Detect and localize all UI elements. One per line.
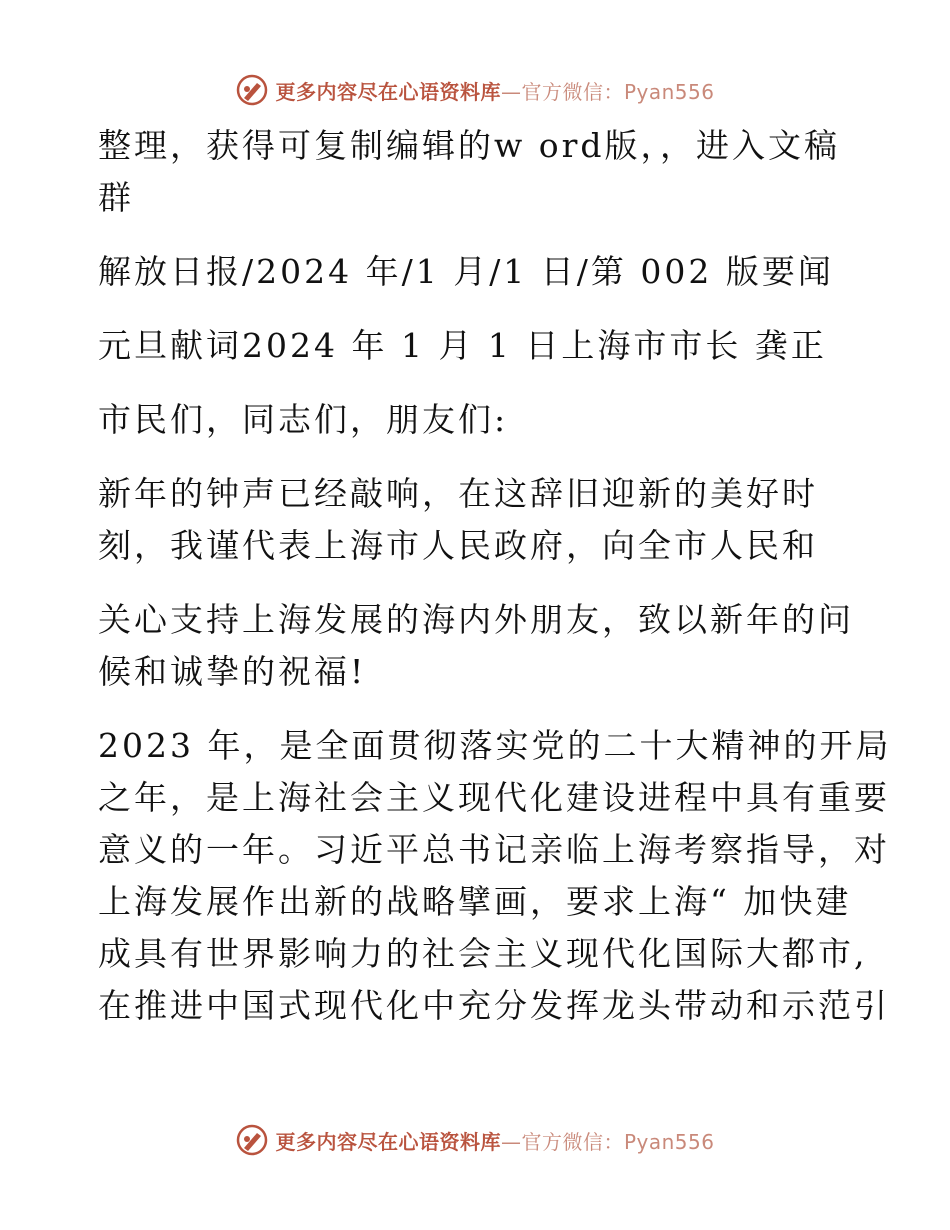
watermark-suffix: —官方微信：Pyan556 [500,1129,715,1154]
text-line: 成具有世界影响力的社会主义现代化国际大都市, [98,934,868,973]
text-line: 整理，获得可复制编辑的w ord版，，进入文稿 [98,126,841,165]
text-line: 关心支持上海发展的海内外朋友，致以新年的问 [98,600,854,639]
watermark-suffix: —官方微信：Pyan556 [500,79,715,104]
pen-logo-icon [235,1123,269,1157]
text-line: 解放日报/2024 年/1 月/1 日/第 002 版要闻 [98,252,834,291]
text-line: 之年，是上海社会主义现代化建设进程中具有重要 [98,778,890,817]
text-line: 新年的钟声已经敲响，在这辞旧迎新的美好时 [98,474,818,513]
text-line: 在推进中国式现代化中充分发挥龙头带动和示范引 [98,986,890,1025]
text-line: 候和诚挚的祝福! [98,652,367,691]
text-line: 群 [98,178,134,217]
watermark-text [275,76,714,105]
text-line: 上海发展作出新的战略擘画，要求上海“ 加快建 [98,882,852,921]
text-line: 元旦献词2024 年 1 月 1 日上海市市长 龚正 [98,326,827,365]
pen-logo-icon [235,73,269,107]
header-watermark [0,70,950,110]
footer-watermark [0,1120,950,1160]
watermark-text [275,1126,714,1155]
text-line: 2023 年，是全面贯彻落实党的二十大精神的开局 [98,726,892,765]
text-line: 意义的一年。习近平总书记亲临上海考察指导，对 [98,830,890,869]
watermark-brand: 更多内容尽在心语资料库 [275,1129,501,1154]
document-body [98,120,892,1032]
text-line: 刻，我谨代表上海市人民政府，向全市人民和 [98,526,818,565]
text-line: 市民们，同志们，朋友们: [98,400,509,439]
watermark-brand: 更多内容尽在心语资料库 [275,79,501,104]
